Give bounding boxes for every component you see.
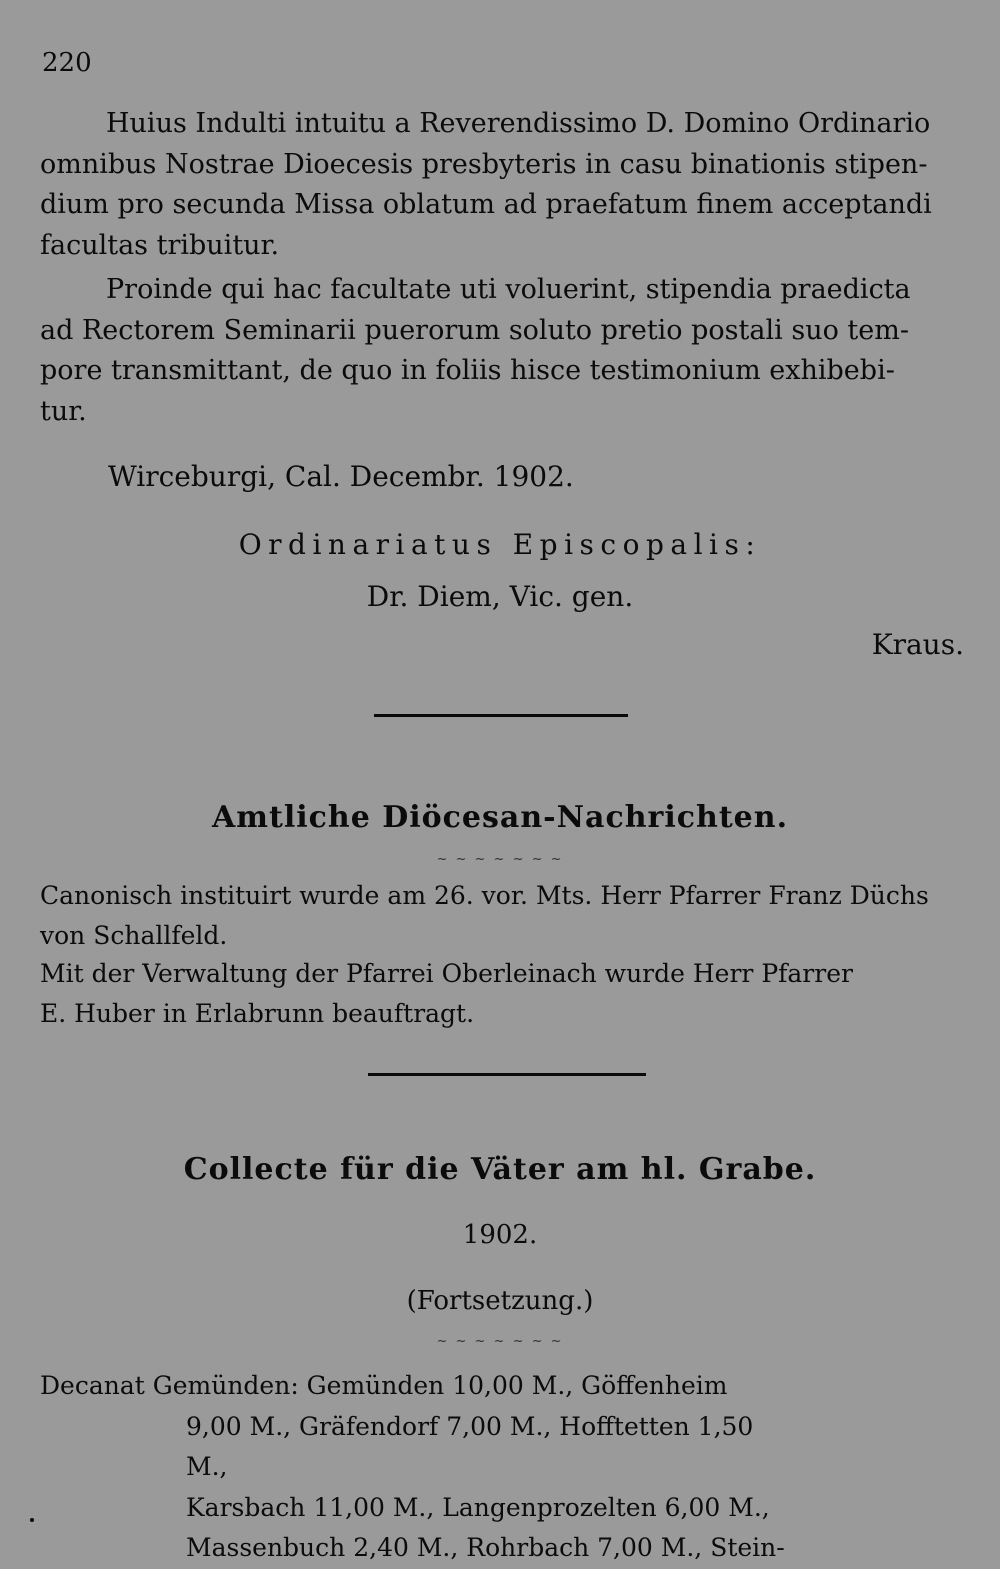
continuation-note: (Fortsetzung.) <box>406 1286 594 1316</box>
countersignature: Kraus. <box>871 628 964 661</box>
paragraph-verwaltung <box>40 954 966 1034</box>
ordinariatus-title: Ordinariatus Episcopalis: <box>238 528 762 561</box>
para1-line4: facultas tribuitur. <box>40 229 280 261</box>
section1-para1-line1: Canonisch instituirt wurde am 26. vor. Mts. Herr Pfarrer Franz Düchs <box>40 881 929 910</box>
page-number: 220 <box>42 48 92 78</box>
divider-rule-2 <box>368 1073 646 1076</box>
decanat-line4: Massenbuch 2,40 M., Rohrbach 7,00 M., Stein- <box>186 1533 785 1562</box>
section-heading-dioecesan: Amtliche Diöcesan-Nachrichten. <box>211 800 789 835</box>
ornament-squiggle-1: ~ ~ ~ ~ ~ ~ ~ <box>436 852 564 867</box>
section1-para1-line2: von Schallfeld. <box>40 921 228 950</box>
para1-line3: dium pro secunda Missa oblatum ad praefatum finem acceptandi <box>40 189 932 220</box>
ornament-squiggle-2: ~ ~ ~ ~ ~ ~ ~ <box>436 1334 564 1349</box>
decanat-line2: 9,00 M., Gräfendorf 7,00 M., Hofftetten 1,50 M., <box>186 1411 754 1481</box>
signature: Dr. Diem, Vic. gen. <box>366 580 634 613</box>
collecte-year: 1902. <box>462 1220 538 1250</box>
para2-line4: tur. <box>40 395 87 427</box>
section1-para2-line2: E. Huber in Erlabrunn beauftragt. <box>40 999 475 1028</box>
divider-rule-1 <box>374 714 628 717</box>
place-date: Wirceburgi, Cal. Decembr. 1902. <box>108 460 574 493</box>
para2-line2: ad Rectorem Seminarii puerorum soluto pretio postali suo tem- <box>40 314 909 346</box>
para1-line2: omnibus Nostrae Dioecesis presbyteris in casu binationis stipen- <box>40 148 928 180</box>
section1-para2-line1: Mit der Verwaltung der Pfarrei Oberleinach wurde Herr Pfarrer <box>40 959 853 988</box>
decanat-line1: Decanat Gemünden: Gemünden 10,00 M., Göffenheim <box>40 1371 728 1400</box>
para2-line3: pore transmittant, de quo in foliis hisce testimonium exhibebi- <box>40 355 895 386</box>
section-heading-collecte: Collecte für die Väter am hl. Grabe. <box>183 1152 817 1187</box>
decanat-gemuenden-entry <box>40 1366 800 1569</box>
para1-line1: Huius Indulti intuitu a Reverendissimo D. Domino Ordinario <box>106 108 931 139</box>
decanat-line3: Karsbach 11,00 M., Langenprozelten 6,00 M., <box>186 1492 770 1522</box>
paragraph-proinde <box>40 270 966 432</box>
para2-line1: Proinde qui hac facultate uti voluerint, stipendia praedicta <box>106 274 911 305</box>
paragraph-canonisch <box>40 876 966 956</box>
print-speck <box>30 1518 34 1522</box>
paragraph-indult <box>40 104 966 266</box>
